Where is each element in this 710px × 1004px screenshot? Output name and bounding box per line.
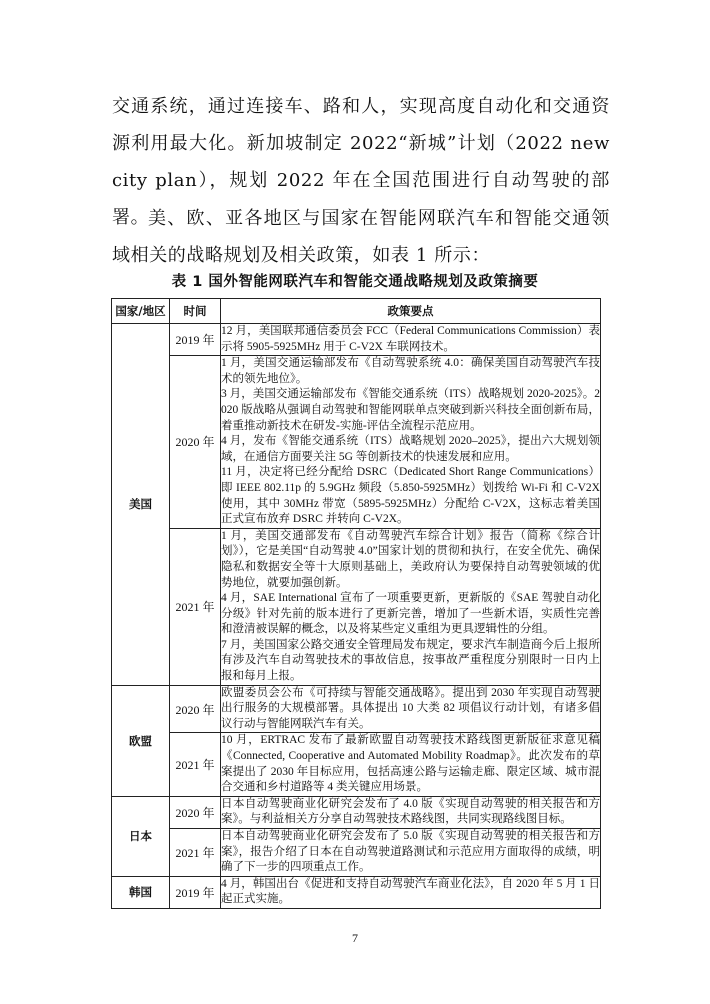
page-number: 7 [352,931,358,945]
year-cell: 2021 年 [170,733,221,796]
header-region: 国家/地区 [112,299,170,324]
table-row [112,829,601,877]
policy-item: 10 月，ERTRAC 发布了最新欧盟自动驾驶技术路线图更新版征求意见稿《Connected, Cooperative and Automated Mobility Roadmap》。此次发布的草案提出了 2030 年目标应用，包括高速公路与运输走廊、限定区域、城市混合交通和乡村道路等 4 类关键应用场景。 [221,734,600,794]
policy-item: 4 月，发布《智能交通系统（ITS）战略规划 2020–2025》，提出六大规划领域，在通信方面要关注 5G 等创新技术的快速发展和应用。 [221,435,600,463]
policy-item: 日本自动驾驶商业化研究会发布了 5.0 版《实现自动驾驶的相关报告和方案》，报告介绍了日本在自动驾驶道路测试和示范应用方面取得的成绩，明确了下一步的四项重点工作。 [221,830,600,874]
year-cell: 2021 年 [170,829,221,877]
policy-cell [221,356,601,529]
year-cell: 2021 年 [170,528,221,685]
table-row [112,685,601,733]
region-cell: 日本 [112,796,170,876]
policy-item: 4 月，韩国出台《促进和支持自动驾驶汽车商业化法》，自 2020 年 5 月 1 日起正式实施。 [221,877,600,906]
year-cell: 2020 年 [170,685,221,733]
policy-cell [221,685,601,733]
year-cell: 2019 年 [170,324,221,356]
policy-item: 3 月，美国交通运输部发布《智能交通系统（ITS）战略规划 2020-2025》。2020 版战略从强调自动驾驶和智能网联单点突破到新兴科技全面创新布局，着重推动新技术在研发-实施-评估全流程示范应用。 [221,388,600,432]
table-row [112,324,601,356]
region-cell: 欧盟 [112,685,170,796]
policy-cell [221,829,601,877]
policy-cell [221,876,601,908]
region-cell: 韩国 [112,876,170,908]
policy-table [111,298,601,909]
policy-cell [221,324,601,356]
year-cell: 2020 年 [170,356,221,529]
intro-paragraph-1: 交通系统，通过连接车、路和人，实现高度自动化和交通资源利用最大化。新加坡制定 2022“新城”计划（2022 new city plan），规划 2022 年在全国范围进行自动驾驶的部署。 [112,96,610,228]
policy-cell [221,733,601,796]
intro-paragraph-2: 美、欧、亚各地区与国家在智能网联汽车和智能交通领域相关的战略规划及相关政策，如表 1 所示： [112,208,610,266]
table-row [112,528,601,685]
header-policy: 政策要点 [221,299,601,324]
year-cell: 2020 年 [170,796,221,828]
policy-item: 欧盟委员会公布《可持续与智能交通战略》。提出到 2030 年实现自动驾驶出行服务的大规模部署。具体提出 10 大类 82 项倡议行动计划，有诸多倡议行动与智能网联汽车有关。 [221,686,600,730]
table-body [112,324,601,909]
header-time: 时间 [170,299,221,324]
year-cell: 2019 年 [170,876,221,908]
policy-item: 日本自动驾驶商业化研究会发布了 4.0 版《实现自动驾驶的相关报告和方案》。与利益相关方分享自动驾驶技术路线图，共同实现路线图目标。 [221,797,600,826]
table-caption: 表 1 国外智能网联汽车和智能交通战略规划及政策摘要 [171,274,539,290]
table-row [112,356,601,529]
table-row [112,733,601,796]
policy-cell [221,528,601,685]
policy-cell [221,796,601,828]
region-cell: 美国 [112,324,170,686]
policy-item: 12 月，美国联邦通信委员会 FCC（Federal Communications Commission）表示将 5905-5925MHz 用于 C-V2X 车联网技术。 [221,325,600,353]
policy-item: 11 月，决定将已经分配给 DSRC（Dedicated Short Range Communications）即 IEEE 802.11p 的 5.9GHz 频段（5.850-5925MHz）划拨给 Wi-Fi 和 C-V2X 使用，其中 30MHz 带宽（5895-5925MHz）分配给 C-V2X，这标志着美国正式宣布放弃 DSRC 并转向 C-V2X。 [221,466,600,526]
policy-item: 7 月，美国国家公路交通安全管理局发布规定，要求汽车制造商今后上报所有涉及汽车自动驾驶技术的事故信息，按事故严重程度分别限时一日内上报和每月上报。 [221,638,600,683]
policy-item: 4 月，SAE International 宣布了一项重要更新，更新版的《SAE 驾驶自动化分级》针对先前的版本进行了更新完善，增加了一些新术语，实质性完善和澄清被误解的概念，以及将某些定义重组为更具逻辑性的分组。 [221,592,600,636]
table-row [112,796,601,828]
table-header-row [112,299,601,324]
table-row [112,876,601,908]
policy-item: 1 月，美国交通运输部发布《自动驾驶系统 4.0：确保美国自动驾驶汽车技术的领先地位》。 [221,357,600,385]
policy-item: 1 月，美国交通部发布《自动驾驶汽车综合计划》报告（简称《综合计划》），它是美国“自动驾驶 4.0”国家计划的贯彻和执行，在安全优先、确保隐私和数据安全等十大原则基础上，美政府认为要保持自动驾驶领域的优势地位，就要加强创新。 [221,529,600,589]
